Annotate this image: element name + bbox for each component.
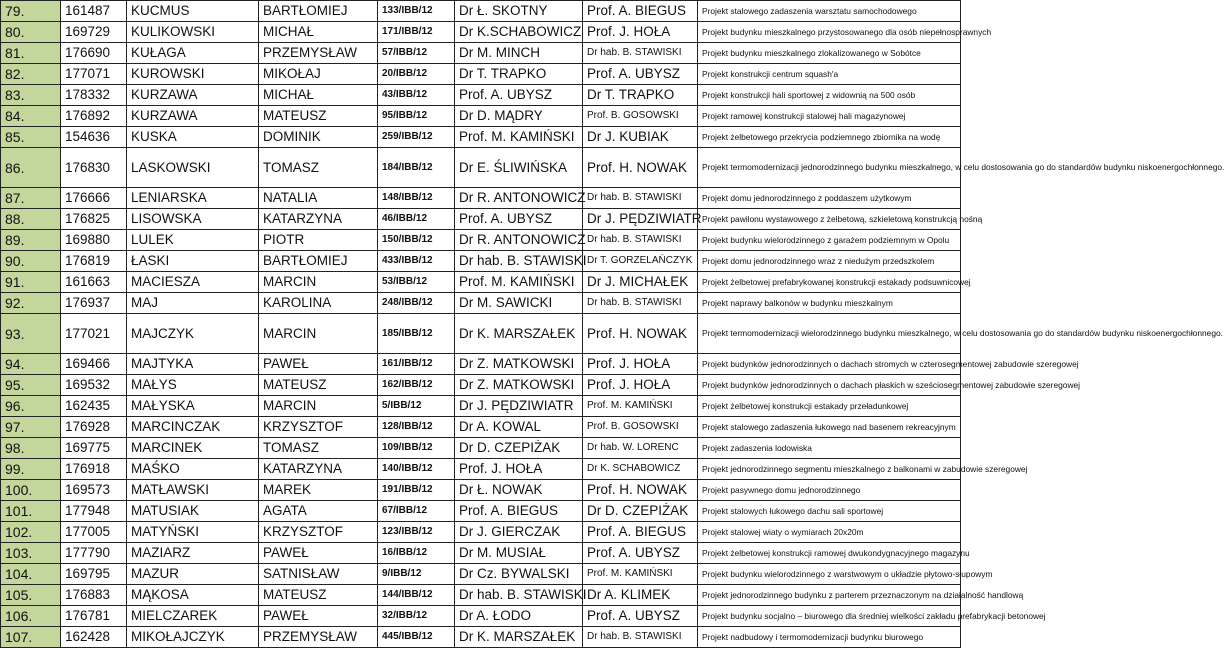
- row-number: 90.: [1, 251, 61, 272]
- table-row: [1, 438, 961, 459]
- thesis-topic: Projekt żelbetowej konstrukcji ramowej dwukondygnacyjnego magazynu: [698, 543, 961, 564]
- row-number: 99.: [1, 459, 61, 480]
- table-row: [1, 543, 961, 564]
- student-surname: MAŁYSKA: [127, 396, 259, 417]
- reviewer-name: Dr J. KUBIAK: [583, 127, 698, 148]
- registration-number: 184/IBB/12: [378, 148, 455, 188]
- student-first-name: SATNISŁAW: [259, 564, 378, 585]
- thesis-topic: Projekt stalowej wiaty o wymiarach 20x20m: [698, 522, 961, 543]
- student-first-name: MARCIN: [259, 396, 378, 417]
- student-first-name: KATARZYNA: [259, 209, 378, 230]
- student-surname: KURZAWA: [127, 106, 259, 127]
- student-first-name: PAWEŁ: [259, 354, 378, 375]
- supervisor-name: Dr M. SAWICKI: [455, 293, 583, 314]
- reviewer-name: Dr hab. B. STAWISKI: [583, 627, 698, 648]
- thesis-topic: Projekt stalowych łukowego dachu sali sportowej: [698, 501, 961, 522]
- row-number: 95.: [1, 375, 61, 396]
- row-number: 87.: [1, 188, 61, 209]
- student-surname: MIKOŁAJCZYK: [127, 627, 259, 648]
- reviewer-name: Prof. M. KAMIŃSKI: [583, 396, 698, 417]
- registration-number: 109/IBB/12: [378, 438, 455, 459]
- student-surname: MĄKOSA: [127, 585, 259, 606]
- student-index: 176937: [61, 293, 127, 314]
- thesis-topic: Projekt budynków jednorodzinnych o dachach płaskich w sześciosegmentowej zabudowie szeregowej: [698, 375, 961, 396]
- registration-number: 53/IBB/12: [378, 272, 455, 293]
- reviewer-name: Prof. A. UBYSZ: [583, 543, 698, 564]
- reviewer-name: Prof. A. UBYSZ: [583, 64, 698, 85]
- reviewer-name: Prof. M. KAMIŃSKI: [583, 564, 698, 585]
- thesis-topic: Projekt zadaszenia lodowiska: [698, 438, 961, 459]
- registration-number: 148/IBB/12: [378, 188, 455, 209]
- student-index: 169795: [61, 564, 127, 585]
- registration-number: 20/IBB/12: [378, 64, 455, 85]
- table-row: [1, 188, 961, 209]
- reviewer-name: Prof. A. BIEGUS: [583, 1, 698, 22]
- student-first-name: MATEUSZ: [259, 585, 378, 606]
- reviewer-name: Dr A. KLIMEK: [583, 585, 698, 606]
- student-index: 162428: [61, 627, 127, 648]
- student-surname: KURZAWA: [127, 85, 259, 106]
- registration-number: 32/IBB/12: [378, 606, 455, 627]
- reviewer-name: Dr hab. B. STAWISKI: [583, 43, 698, 64]
- row-number: 91.: [1, 272, 61, 293]
- supervisor-name: Dr D. CZEPIŻAK: [455, 438, 583, 459]
- reviewer-name: Dr hab. B. STAWISKI: [583, 230, 698, 251]
- student-first-name: MARCIN: [259, 314, 378, 354]
- row-number: 84.: [1, 106, 61, 127]
- student-first-name: MICHAŁ: [259, 85, 378, 106]
- row-number: 101.: [1, 501, 61, 522]
- student-first-name: PAWEŁ: [259, 543, 378, 564]
- registration-number: 259/IBB/12: [378, 127, 455, 148]
- student-first-name: NATALIA: [259, 188, 378, 209]
- row-number: 107.: [1, 627, 61, 648]
- student-surname: KUSKA: [127, 127, 259, 148]
- student-index: 176830: [61, 148, 127, 188]
- reviewer-name: Dr hab. B. STAWISKI: [583, 293, 698, 314]
- table-row: [1, 85, 961, 106]
- thesis-topic: Projekt pawilonu wystawowego z żelbetową, szkieletową konstrukcją nośną: [698, 209, 961, 230]
- thesis-topic: Projekt budynku wielorodzinnego z garażem podziemnym w Opolu: [698, 230, 961, 251]
- reviewer-name: Prof. J. HOŁA: [583, 354, 698, 375]
- registration-number: 9/IBB/12: [378, 564, 455, 585]
- reviewer-name: Dr K. SCHABOWICZ: [583, 459, 698, 480]
- thesis-topic: Projekt domu jednorodzinnego z poddaszem użytkowym: [698, 188, 961, 209]
- student-surname: KUŁAGA: [127, 43, 259, 64]
- reviewer-name: Prof. B. GOSOWSKI: [583, 417, 698, 438]
- registration-number: 433/IBB/12: [378, 251, 455, 272]
- thesis-topic: Projekt żelbetowej prefabrykowanej konstrukcji estakady podsuwnicowej: [698, 272, 961, 293]
- thesis-topic: Projekt termomodernizacji jednorodzinnego budynku mieszkalnego, w celu dostosowania go do standardów budynku niskoenergochłonnego.: [698, 148, 961, 188]
- thesis-topic: Projekt konstrukcji hali sportowej z widownią na 500 osób: [698, 85, 961, 106]
- table-row: [1, 64, 961, 85]
- student-first-name: BARTŁOMIEJ: [259, 1, 378, 22]
- student-surname: LASKOWSKI: [127, 148, 259, 188]
- student-surname: MAJTYKA: [127, 354, 259, 375]
- supervisor-name: Dr Z. MATKOWSKI: [455, 354, 583, 375]
- thesis-topic: Projekt budynku socjalno – biurowego dla średniej wielkości zakładu prefabrykacji betonowej: [698, 606, 961, 627]
- reviewer-name: Dr T. TRAPKO: [583, 85, 698, 106]
- student-index: 176666: [61, 188, 127, 209]
- table-row: [1, 43, 961, 64]
- thesis-topic: Projekt budynku wielorodzinnego z warstwowym o układzie płytowo-słupowym: [698, 564, 961, 585]
- student-surname: LULEK: [127, 230, 259, 251]
- row-number: 104.: [1, 564, 61, 585]
- student-index: 177005: [61, 522, 127, 543]
- thesis-topic: Projekt nadbudowy i termomodernizacji budynku biurowego: [698, 627, 961, 648]
- row-number: 88.: [1, 209, 61, 230]
- supervisor-name: Prof. J. HOŁA: [455, 459, 583, 480]
- supervisor-name: Dr K.SCHABOWICZ: [455, 22, 583, 43]
- table-row: [1, 522, 961, 543]
- table-row: [1, 1, 961, 22]
- reviewer-name: Dr hab. W. LORENC: [583, 438, 698, 459]
- registration-number: 95/IBB/12: [378, 106, 455, 127]
- registration-number: 133/IBB/12: [378, 1, 455, 22]
- table-row: [1, 251, 961, 272]
- table-row: [1, 314, 961, 354]
- table-row: [1, 272, 961, 293]
- registration-number: 144/IBB/12: [378, 585, 455, 606]
- supervisor-name: Prof. M. KAMIŃSKI: [455, 272, 583, 293]
- table-row: [1, 501, 961, 522]
- student-index: 177790: [61, 543, 127, 564]
- student-surname: KUROWSKI: [127, 64, 259, 85]
- row-number: 81.: [1, 43, 61, 64]
- registration-number: 67/IBB/12: [378, 501, 455, 522]
- student-surname: LENIARSKA: [127, 188, 259, 209]
- student-surname: MAZUR: [127, 564, 259, 585]
- table-row: [1, 417, 961, 438]
- table-row: [1, 127, 961, 148]
- registration-number: 46/IBB/12: [378, 209, 455, 230]
- row-number: 89.: [1, 230, 61, 251]
- student-index: 176819: [61, 251, 127, 272]
- table-row: [1, 564, 961, 585]
- student-index: 177948: [61, 501, 127, 522]
- table-row: [1, 293, 961, 314]
- student-index: 161663: [61, 272, 127, 293]
- table-row: [1, 354, 961, 375]
- table-row: [1, 106, 961, 127]
- student-index: 176918: [61, 459, 127, 480]
- reviewer-name: Prof. A. BIEGUS: [583, 522, 698, 543]
- student-surname: MATŁAWSKI: [127, 480, 259, 501]
- student-surname: KULIKOWSKI: [127, 22, 259, 43]
- table-row: [1, 375, 961, 396]
- registration-number: 445/IBB/12: [378, 627, 455, 648]
- row-number: 97.: [1, 417, 61, 438]
- student-first-name: PRZEMYSŁAW: [259, 43, 378, 64]
- registration-number: 140/IBB/12: [378, 459, 455, 480]
- row-number: 94.: [1, 354, 61, 375]
- student-first-name: KRZYSZTOF: [259, 417, 378, 438]
- student-first-name: PRZEMYSŁAW: [259, 627, 378, 648]
- student-surname: MAJCZYK: [127, 314, 259, 354]
- thesis-topic: Projekt jednorodzinnego segmentu mieszkalnego z balkonami w zabudowie szeregowej: [698, 459, 961, 480]
- supervisor-name: Dr Ł. NOWAK: [455, 480, 583, 501]
- student-first-name: MATEUSZ: [259, 375, 378, 396]
- thesis-topic: Projekt budynku mieszkalnego zlokalizowanego w Sobótce: [698, 43, 961, 64]
- supervisor-name: Dr M. MINCH: [455, 43, 583, 64]
- supervisor-name: Dr K. MARSZAŁEK: [455, 314, 583, 354]
- row-number: 86.: [1, 148, 61, 188]
- student-index: 178332: [61, 85, 127, 106]
- supervisor-name: Dr Z. MATKOWSKI: [455, 375, 583, 396]
- row-number: 93.: [1, 314, 61, 354]
- student-first-name: TOMASZ: [259, 148, 378, 188]
- table-row: [1, 396, 961, 417]
- student-surname: MACIESZA: [127, 272, 259, 293]
- student-first-name: AGATA: [259, 501, 378, 522]
- table-row: [1, 22, 961, 43]
- thesis-topic: Projekt żelbetowej konstrukcji estakady przeładunkowej: [698, 396, 961, 417]
- thesis-topic: Projekt naprawy balkonów w budynku mieszkalnym: [698, 293, 961, 314]
- student-index: 176825: [61, 209, 127, 230]
- student-surname: MAŚKO: [127, 459, 259, 480]
- registration-number: 43/IBB/12: [378, 85, 455, 106]
- supervisor-name: Dr K. MARSZAŁEK: [455, 627, 583, 648]
- student-index: 177021: [61, 314, 127, 354]
- student-first-name: MARCIN: [259, 272, 378, 293]
- student-surname: KUCMUS: [127, 1, 259, 22]
- thesis-topic: Projekt stalowego zadaszenia warsztatu samochodowego: [698, 1, 961, 22]
- supervisor-name: Dr hab. B. STAWISKI: [455, 251, 583, 272]
- row-number: 80.: [1, 22, 61, 43]
- student-surname: MATUSIAK: [127, 501, 259, 522]
- table-row: [1, 480, 961, 501]
- student-first-name: KAROLINA: [259, 293, 378, 314]
- student-index: 176883: [61, 585, 127, 606]
- table-row: [1, 627, 961, 648]
- table-body: [1, 1, 1224, 648]
- student-index: 176781: [61, 606, 127, 627]
- row-number: 82.: [1, 64, 61, 85]
- supervisor-name: Prof. A. UBYSZ: [455, 209, 583, 230]
- table-row: [1, 459, 961, 480]
- supervisor-name: Dr R. ANTONOWICZ: [455, 230, 583, 251]
- reviewer-name: Prof. H. NOWAK: [583, 148, 698, 188]
- student-first-name: KATARZYNA: [259, 459, 378, 480]
- student-surname: LISOWSKA: [127, 209, 259, 230]
- student-index: 169466: [61, 354, 127, 375]
- student-index: 169532: [61, 375, 127, 396]
- supervisor-name: Dr hab. B. STAWISKI: [455, 585, 583, 606]
- supervisor-name: Dr Cz. BYWALSKI: [455, 564, 583, 585]
- student-index: 176892: [61, 106, 127, 127]
- student-surname: MIELCZAREK: [127, 606, 259, 627]
- row-number: 102.: [1, 522, 61, 543]
- row-number: 83.: [1, 85, 61, 106]
- table-row: [1, 585, 961, 606]
- thesis-topic: Projekt jednorodzinnego budynku z parterem przeznaczonym na działalność handlową: [698, 585, 961, 606]
- student-index: 161487: [61, 1, 127, 22]
- student-surname: MAŁYS: [127, 375, 259, 396]
- student-index: 176690: [61, 43, 127, 64]
- registration-number: 185/IBB/12: [378, 314, 455, 354]
- student-index: 162435: [61, 396, 127, 417]
- student-first-name: MICHAŁ: [259, 22, 378, 43]
- reviewer-name: Prof. A. UBYSZ: [583, 606, 698, 627]
- thesis-topic: Projekt żelbetowego przekrycia podziemnego zbiornika na wodę: [698, 127, 961, 148]
- reviewer-name: Dr D. CZEPIŻAK: [583, 501, 698, 522]
- student-first-name: MIKOŁAJ: [259, 64, 378, 85]
- registration-number: 128/IBB/12: [378, 417, 455, 438]
- table-row: [1, 209, 961, 230]
- row-number: 106.: [1, 606, 61, 627]
- registration-number: 248/IBB/12: [378, 293, 455, 314]
- supervisor-name: Dr J. PĘDZIWIATR: [455, 396, 583, 417]
- student-first-name: MATEUSZ: [259, 106, 378, 127]
- row-number: 98.: [1, 438, 61, 459]
- student-index: 154636: [61, 127, 127, 148]
- student-first-name: PIOTR: [259, 230, 378, 251]
- table-row: [1, 230, 961, 251]
- supervisor-name: Dr A. ŁODO: [455, 606, 583, 627]
- supervisor-name: Dr R. ANTONOWICZ: [455, 188, 583, 209]
- student-first-name: KRZYSZTOF: [259, 522, 378, 543]
- registration-number: 123/IBB/12: [378, 522, 455, 543]
- reviewer-name: Prof. H. NOWAK: [583, 314, 698, 354]
- row-number: 96.: [1, 396, 61, 417]
- supervisor-name: Dr J. GIERCZAK: [455, 522, 583, 543]
- registration-number: 5/IBB/12: [378, 396, 455, 417]
- thesis-topic: Projekt domu jednorodzinnego wraz z niedużym przedszkolem: [698, 251, 961, 272]
- student-surname: MAJ: [127, 293, 259, 314]
- thesis-topic: Projekt ramowej konstrukcji stalowej hali magazynowej: [698, 106, 961, 127]
- row-number: 105.: [1, 585, 61, 606]
- student-index: 169880: [61, 230, 127, 251]
- table-row: [1, 148, 961, 188]
- table-row: [1, 606, 961, 627]
- supervisor-name: Prof. A. BIEGUS: [455, 501, 583, 522]
- registration-number: 191/IBB/12: [378, 480, 455, 501]
- student-surname: ŁASKI: [127, 251, 259, 272]
- student-index: 169729: [61, 22, 127, 43]
- reviewer-name: Prof. J. HOŁA: [583, 22, 698, 43]
- supervisor-name: Dr E. ŚLIWIŃSKA: [455, 148, 583, 188]
- student-surname: MARCINEK: [127, 438, 259, 459]
- registration-number: 171/IBB/12: [378, 22, 455, 43]
- row-number: 103.: [1, 543, 61, 564]
- student-surname: MAZIARZ: [127, 543, 259, 564]
- supervisor-name: Dr A. KOWAL: [455, 417, 583, 438]
- supervisor-name: Dr T. TRAPKO: [455, 64, 583, 85]
- row-number: 79.: [1, 1, 61, 22]
- thesis-topic: Projekt termomodernizacji wielorodzinnego budynku mieszkalnego, w celu dostosowania go do standardów budynku niskoenergochłonnego.: [698, 314, 961, 354]
- registration-number: 57/IBB/12: [378, 43, 455, 64]
- student-index: 176928: [61, 417, 127, 438]
- supervisor-name: Prof. A. UBYSZ: [455, 85, 583, 106]
- student-surname: MARCINCZAK: [127, 417, 259, 438]
- supervisor-name: Prof. M. KAMIŃSKI: [455, 127, 583, 148]
- student-index: 169573: [61, 480, 127, 501]
- student-first-name: MAREK: [259, 480, 378, 501]
- thesis-topic: Projekt budynków jednorodzinnych o dachach stromych w czterosegmentowej zabudowie szeregowej: [698, 354, 961, 375]
- registration-number: 150/IBB/12: [378, 230, 455, 251]
- thesis-topic: Projekt pasywnego domu jednorodzinnego: [698, 480, 961, 501]
- supervisor-name: Dr Ł. SKOTNY: [455, 1, 583, 22]
- supervisor-name: Dr D. MĄDRY: [455, 106, 583, 127]
- registration-number: 16/IBB/12: [378, 543, 455, 564]
- row-number: 100.: [1, 480, 61, 501]
- reviewer-name: Dr J. PĘDZIWIATR: [583, 209, 698, 230]
- student-first-name: DOMINIK: [259, 127, 378, 148]
- reviewer-name: Dr J. MICHAŁEK: [583, 272, 698, 293]
- reviewer-name: Prof. B. GOSOWSKI: [583, 106, 698, 127]
- row-number: 85.: [1, 127, 61, 148]
- reviewer-name: Dr hab. B. STAWISKI: [583, 188, 698, 209]
- student-first-name: TOMASZ: [259, 438, 378, 459]
- reviewer-name: Prof. H. NOWAK: [583, 480, 698, 501]
- thesis-topic: Projekt konstrukcji centrum squash'a: [698, 64, 961, 85]
- supervisor-name: Dr M. MUSIAŁ: [455, 543, 583, 564]
- student-surname: MATYŃSKI: [127, 522, 259, 543]
- reviewer-name: Dr T. GORZELAŃCZYK: [583, 251, 698, 272]
- thesis-topic: Projekt budynku mieszkalnego przystosowanego dla osób niepełnosprawnych: [698, 22, 961, 43]
- row-number: 92.: [1, 293, 61, 314]
- student-first-name: PAWEŁ: [259, 606, 378, 627]
- student-first-name: BARTŁOMIEJ: [259, 251, 378, 272]
- registration-number: 161/IBB/12: [378, 354, 455, 375]
- student-index: 177071: [61, 64, 127, 85]
- thesis-topic: Projekt stalowego zadaszenia łukowego nad basenem rekreacyjnym: [698, 417, 961, 438]
- student-index: 169775: [61, 438, 127, 459]
- registration-number: 162/IBB/12: [378, 375, 455, 396]
- reviewer-name: Prof. J. HOŁA: [583, 375, 698, 396]
